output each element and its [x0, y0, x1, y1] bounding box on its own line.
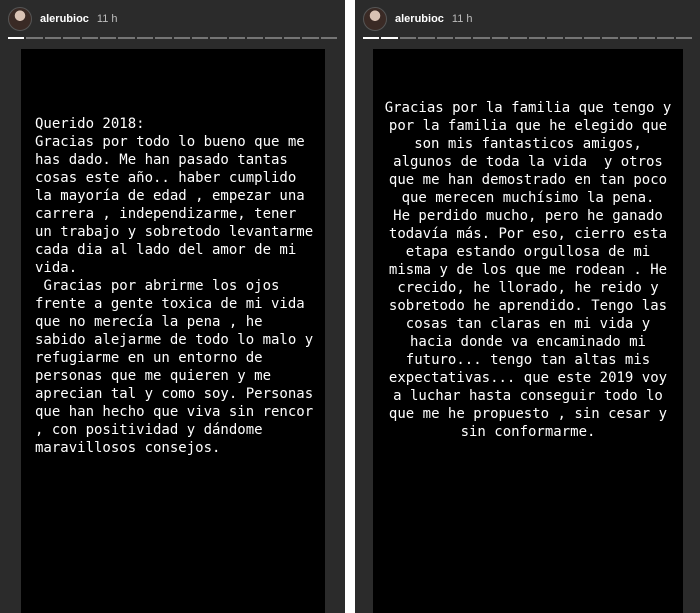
story-progress-bar	[8, 37, 337, 39]
progress-segment	[473, 37, 489, 39]
progress-segment	[547, 37, 563, 39]
progress-segment	[676, 37, 692, 39]
progress-segment	[620, 37, 636, 39]
progress-segment	[8, 37, 24, 39]
progress-segment	[363, 37, 379, 39]
story-progress-bar	[363, 37, 692, 39]
progress-segment	[284, 37, 300, 39]
story-screen-right[interactable]	[355, 0, 700, 613]
username[interactable]: alerubioc	[40, 13, 89, 25]
story-header	[363, 6, 473, 32]
progress-segment	[174, 37, 190, 39]
progress-segment	[192, 37, 208, 39]
progress-segment	[565, 37, 581, 39]
avatar[interactable]	[8, 7, 32, 31]
progress-segment	[155, 37, 171, 39]
story-text: Querido 2018: Gracias por todo lo bueno que me has dado. Me han pasado tantas cosas este año.. haber cumplido la mayoría de edad , empezar una carrera , independizarme, tener un trabajo y sobretodo levantarme cada dia al lado del amor de mi vida. Gracias por abrirme los ojos frente a gente toxica de mi vida que no merecía la pena , he sabido alejarme de todo lo malo y refugiarme en un entorno de personas que me quieren y me aprecian tal y como soy. Personas que han hecho que viva sin rencor , con positividad y dándome maravillosos consejos.	[35, 116, 314, 456]
progress-segment	[247, 37, 263, 39]
avatar[interactable]	[363, 7, 387, 31]
story-text: Gracias por la familia que tengo y por la familia que he elegido que son mis fantasticos amigos, algunos de toda la vida y otros que me han demostrado en tan poco que merecen muchísimo la pena. He perdido mucho, pero he ganado todavía más. Por eso, cierro esta etapa estando orgullosa de mi misma y de los que me rodean . He crecido, he llorado, he reido y sobretodo he aprendido. Tengo las cosas tan claras en mi vida y hacia donde va encaminado mi futuro... tengo tan altas mis expectativas... que este 2019 voy a luchar hasta conseguir todo lo que me he propuesto , sin cesar y sin conformarme.	[384, 100, 672, 440]
progress-segment	[492, 37, 508, 39]
timestamp: 11 h	[96, 13, 118, 25]
progress-segment	[210, 37, 226, 39]
progress-segment	[418, 37, 434, 39]
progress-segment	[400, 37, 416, 39]
timestamp: 11 h	[451, 13, 473, 25]
progress-segment	[602, 37, 618, 39]
progress-segment	[100, 37, 116, 39]
progress-segment	[657, 37, 673, 39]
progress-segment	[229, 37, 245, 39]
progress-segment	[302, 37, 318, 39]
progress-segment	[265, 37, 281, 39]
progress-segment	[584, 37, 600, 39]
progress-segment	[82, 37, 98, 39]
progress-segment	[45, 37, 61, 39]
story-card[interactable]	[373, 49, 683, 613]
story-header	[8, 6, 118, 32]
username[interactable]: alerubioc	[395, 13, 444, 25]
progress-segment	[26, 37, 42, 39]
progress-segment	[118, 37, 134, 39]
progress-segment	[455, 37, 471, 39]
progress-segment	[639, 37, 655, 39]
story-screen-left[interactable]	[0, 0, 345, 613]
progress-segment	[381, 37, 397, 39]
progress-segment	[63, 37, 79, 39]
story-card[interactable]	[21, 49, 325, 613]
progress-segment	[510, 37, 526, 39]
progress-segment	[321, 37, 337, 39]
progress-segment	[437, 37, 453, 39]
progress-segment	[137, 37, 153, 39]
progress-segment	[529, 37, 545, 39]
